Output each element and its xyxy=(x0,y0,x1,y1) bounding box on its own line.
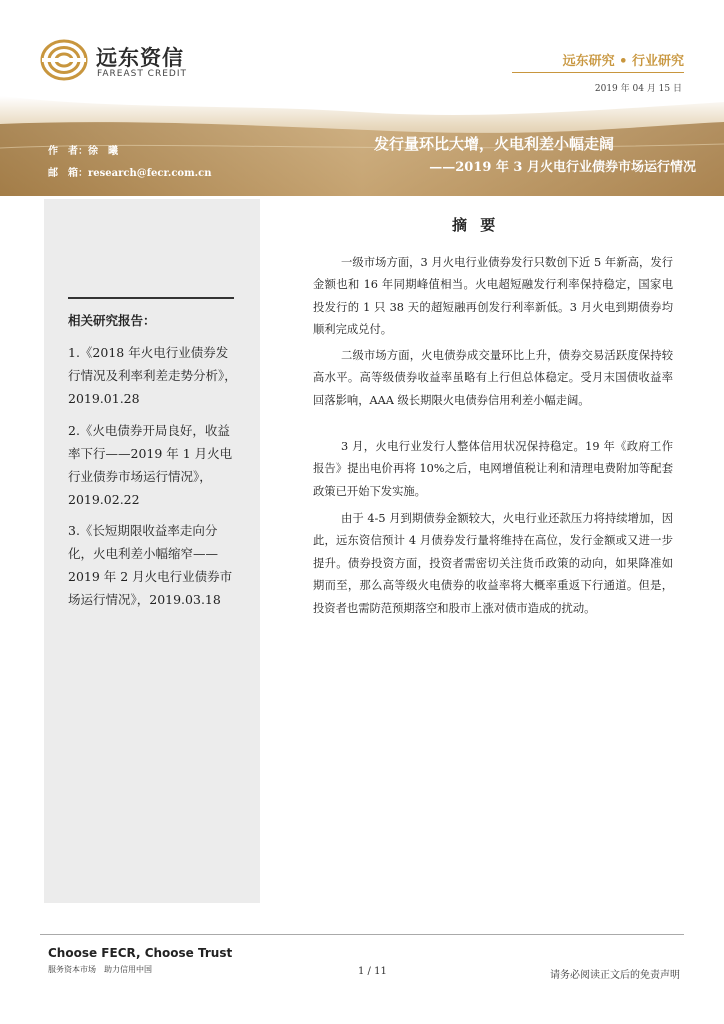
report-subtitle: ——2019 年 3 月火电行业债券市场运行情况 xyxy=(429,160,696,175)
logo-text-en: FAREAST CREDIT xyxy=(97,69,187,79)
logo-text-cn: 远东资信 xyxy=(96,46,184,70)
related-report-item[interactable]: 3.《长短期限收益率走向分化，火电利差小幅缩窄——2019 年 2 月火电行业债券市场运行情况》，2019.03.18 xyxy=(68,523,233,607)
summary-paragraph: 3 月，火电行业发行人整体信用状况保持稳定。19 年《政府工作报告》提出电价再将 10%之后，电网增值税让利和清理电费附加等配套政策已开始下发实施。 xyxy=(313,440,673,498)
header-divider xyxy=(512,72,684,73)
footer-slogan-sub: 服务资本市场 助力信用中国 xyxy=(48,965,152,974)
disclaimer-note: 请务必阅读正文后的免责声明 xyxy=(550,970,680,981)
company-logo xyxy=(40,38,240,88)
related-reports-heading: 相关研究报告： xyxy=(68,313,156,328)
page-number: 1 / 11 xyxy=(358,966,387,977)
fareast-logo-icon xyxy=(40,38,88,82)
related-reports-sidebar xyxy=(44,199,260,903)
report-date: 2019 年 04 月 15 日 xyxy=(594,84,682,94)
summary-paragraph: 二级市场方面，火电债券成交量环比上升，债券交易活跃度保持较高水平。高等级债券收益率虽略有上行但总体稳定。受月末国债收益率回落影响，AAA 级长期限火电债券信用利差小幅走阔。 xyxy=(313,349,673,407)
summary-paragraph: 由于 4-5 月到期债券金额较大，火电行业还款压力将持续增加，因此，远东资信预计 4 月债券发行量将维持在高位，发行金额或又进一步提升。债券投资方面，投资者需密切关注货币政策的动向，如果降准如期而至，那么高等级火电债券的收益率将大概率重返下行通道。但是，投资者也需防范预期落空和股市上涨对债市造成的扰动。 xyxy=(313,512,673,615)
footer-slogan: Choose FECR, Choose Trust xyxy=(48,946,233,960)
related-report-item[interactable]: 1.《2018 年火电行业债券发行情况及利率利差走势分析》，2019.01.28 xyxy=(68,345,237,406)
email-line: 邮 箱：research@fecr.com.cn xyxy=(48,168,212,179)
footer-divider xyxy=(40,934,684,935)
section-tag: 远东研究 • 行业研究 xyxy=(562,54,684,69)
author-line: 作 者：徐 曦 xyxy=(48,146,118,157)
sidebar-divider xyxy=(68,297,234,299)
report-title: 发行量环比大增，火电利差小幅走阔 xyxy=(373,135,614,153)
summary-heading: 摘 要 xyxy=(452,216,500,234)
related-report-item[interactable]: 2.《火电债券开局良好，收益率下行——2019 年 1 月火电行业债券市场运行情况》，2019.02.22 xyxy=(68,423,233,507)
summary-paragraph: 一级市场方面，3 月火电行业债券发行只数创下近 5 年新高，发行金额也和 16 年同期峰值相当。火电超短融发行利率保持稳定，国家电投发行的 1 只 38 天的超短融再创发行利率新低。3 月火电到期债券均顺利完成兑付。 xyxy=(313,256,673,337)
